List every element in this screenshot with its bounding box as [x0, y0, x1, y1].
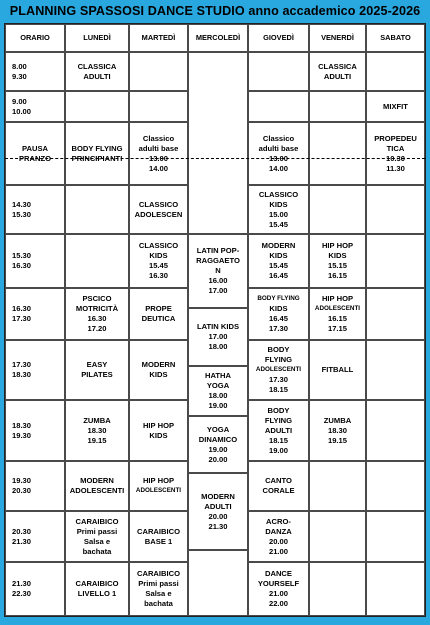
martedi-cell — [129, 340, 188, 400]
venerdi-cell — [309, 234, 366, 288]
sabato-cell — [366, 185, 425, 234]
martedi-cell-line: KIDS — [149, 251, 168, 260]
mercoledi-cell-line: 20.00 — [208, 511, 228, 521]
lunedi-cell-line: bachata — [82, 546, 112, 556]
lunedi-cell — [65, 91, 129, 122]
sabato-cell — [366, 234, 425, 288]
time-slot — [5, 234, 65, 288]
lunedi-cell-line: BODY FLYING — [71, 143, 123, 153]
lunedi-cell-line: PSCICO — [82, 294, 112, 303]
mercoledi-cell — [188, 366, 248, 416]
martedi-cell-line: Classico — [142, 133, 175, 143]
giovedi-cell-line: MODERN — [261, 241, 296, 250]
giovedi-cell-line: ADULTI — [264, 425, 293, 435]
header-0-line: ORARIO — [20, 33, 50, 42]
time-slot — [5, 340, 65, 400]
lunedi-cell-line: Primi passi — [76, 526, 118, 536]
lunedi-cell — [65, 234, 129, 288]
header-6-line: SABATO — [380, 33, 411, 42]
mercoledi-cell-line: 18.00 — [208, 391, 228, 400]
giovedi-cell-line: 20.00 — [268, 536, 288, 546]
giovedi-cell-line: 15.45 — [268, 261, 288, 270]
giovedi-cell-line: 13.00 — [268, 153, 288, 163]
venerdi-cell — [309, 288, 366, 340]
mercoledi-cell-line: 18.00 — [208, 342, 228, 351]
giovedi-cell-line: 15.00 — [268, 209, 288, 219]
giovedi-cell-line: CLASSICO — [258, 189, 299, 199]
giovedi-cell-line: 21.00 — [268, 546, 288, 556]
mercoledi-cell-line: MODERN — [201, 491, 235, 501]
time-slot-line: PAUSA — [21, 143, 49, 153]
sabato-cell — [366, 52, 425, 91]
giovedi-cell — [248, 400, 309, 461]
time-slot-line: 22.30 — [12, 589, 32, 598]
martedi-cell — [129, 122, 188, 185]
time-slot-line: 18.30 — [12, 420, 32, 430]
martedi-cell-line: bachata — [144, 599, 173, 608]
venerdi-cell-line: ADOLESCENTI — [314, 305, 361, 312]
time-slot-line: 21.30 — [12, 536, 32, 546]
venerdi-cell — [309, 91, 366, 122]
giovedi-cell — [248, 288, 309, 340]
sabato-cell-line: 11.30 — [386, 163, 405, 173]
mercoledi-cell-line: 17.00 — [208, 286, 228, 295]
martedi-cell-line: HIP HOP — [142, 476, 175, 485]
martedi-cell — [129, 461, 188, 511]
venerdi-cell-line: HIP HOP — [321, 241, 354, 250]
giovedi-cell-line: 18.15 — [268, 435, 288, 445]
giovedi-cell-line: FLYING — [264, 415, 293, 425]
venerdi-cell-line: 15.15 — [327, 261, 347, 270]
time-slot-line: PRANZO — [18, 153, 52, 163]
time-slot — [5, 122, 65, 185]
giovedi-cell-line: 16.45 — [268, 271, 288, 280]
sabato-cell — [366, 511, 425, 562]
mercoledi-cell — [188, 550, 248, 616]
giovedi-cell — [248, 122, 309, 185]
giovedi-cell-line: KIDS — [269, 199, 288, 209]
time-slot — [5, 562, 65, 616]
giovedi-cell-line: Classico — [262, 133, 295, 143]
time-slot-line: 16.30 — [12, 261, 32, 270]
martedi-cell-line: ADOLESCEN — [134, 209, 183, 219]
giovedi-cell — [248, 340, 309, 400]
time-slot-line: 20.30 — [12, 486, 32, 495]
venerdi-cell-line: HIP HOP — [321, 294, 354, 303]
lunedi-cell-line: 17.20 — [87, 324, 107, 333]
sabato-cell — [366, 91, 425, 122]
giovedi-cell-line: 17.30 — [268, 375, 288, 384]
mercoledi-cell — [188, 52, 248, 234]
venerdi-cell-line: 16.15 — [327, 271, 347, 280]
lunedi-cell — [65, 340, 129, 400]
mercoledi-cell — [188, 308, 248, 366]
giovedi-cell-line: ACRO- — [266, 516, 291, 526]
venerdi-cell — [309, 461, 366, 511]
giovedi-cell-line: CANTO — [265, 476, 292, 485]
lunedi-cell-line: Salsa e — [83, 536, 111, 546]
martedi-cell-line: KIDS — [149, 430, 168, 440]
martedi-cell — [129, 91, 188, 122]
venerdi-cell-line: CLASSICA — [318, 61, 357, 71]
giovedi-cell — [248, 52, 309, 91]
lunedi-cell — [65, 461, 129, 511]
sabato-cell-line: PROPEDEU — [374, 133, 417, 143]
giovedi-cell-line: KIDS — [269, 251, 288, 260]
schedule-table — [4, 23, 426, 617]
mercoledi-cell-line: LATIN POP- — [196, 246, 240, 255]
lunedi-cell-line: 16.30 — [87, 314, 107, 323]
mercoledi-cell — [188, 416, 248, 473]
header-5 — [309, 24, 366, 52]
mercoledi-cell-line: DINAMICO — [198, 434, 238, 444]
martedi-cell-line: PROPE — [145, 304, 172, 313]
time-slot-line: 21.30 — [12, 579, 32, 588]
sabato-cell-line: TICA — [386, 143, 405, 153]
lunedi-cell — [65, 400, 129, 461]
mercoledi-cell-line: 17.00 — [208, 332, 228, 341]
giovedi-cell-line: 16.45 — [268, 314, 288, 323]
lunedi-cell-line: EASY — [86, 360, 108, 369]
time-slot — [5, 185, 65, 234]
lunedi-cell — [65, 52, 129, 91]
time-slot — [5, 288, 65, 340]
mercoledi-cell-line: YOGA — [206, 424, 230, 434]
venerdi-cell-line: 18.30 — [327, 425, 347, 435]
lunedi-cell-line: CLASSICA — [77, 61, 117, 71]
time-slot-line: 17.30 — [12, 314, 32, 323]
venerdi-cell-line: FITBALL — [321, 365, 354, 374]
time-slot-line: 14.30 — [12, 199, 32, 209]
lunedi-cell-line: ADULTI — [83, 71, 111, 81]
venerdi-cell-line: 19.15 — [327, 435, 347, 445]
martedi-cell — [129, 52, 188, 91]
header-1 — [65, 24, 129, 52]
venerdi-cell — [309, 511, 366, 562]
martedi-cell-line: 14.00 — [148, 163, 168, 173]
lunedi-cell-line: ADOLESCENTI — [69, 486, 125, 495]
giovedi-cell-line: 19.00 — [268, 445, 288, 455]
venerdi-cell-line: 17.15 — [327, 324, 347, 333]
time-slot-line: 10.00 — [12, 106, 32, 116]
header-5-line: VENERDÌ — [321, 33, 354, 42]
venerdi-cell-line: 16.15 — [327, 314, 347, 323]
giovedi-cell — [248, 461, 309, 511]
sabato-cell-line: 10.30 — [385, 153, 405, 163]
time-slot-line: 19.30 — [12, 430, 32, 440]
time-slot-line: 9.30 — [12, 71, 27, 81]
lunedi-cell-line: PRINCIPIANTI — [71, 153, 123, 163]
martedi-cell — [129, 511, 188, 562]
header-3 — [188, 24, 248, 52]
lunedi-cell-line: CARAIBICO — [75, 579, 119, 588]
giovedi-cell — [248, 234, 309, 288]
lunedi-cell-line: MODERN — [80, 476, 114, 485]
time-slot-line: 9.00 — [12, 96, 27, 106]
mercoledi-cell-line: ADULTI — [204, 501, 232, 511]
giovedi-cell-line: 14.00 — [268, 163, 288, 173]
giovedi-cell — [248, 185, 309, 234]
martedi-cell-line: Salsa e — [145, 589, 172, 598]
martedi-cell-line: MODERN — [141, 360, 176, 369]
giovedi-cell-line: ADOLESCENTI — [255, 366, 302, 373]
time-slot — [5, 511, 65, 562]
mercoledi-cell-line: 19.00 — [208, 401, 228, 410]
martedi-cell-line: 13.00 — [148, 153, 168, 163]
time-slot-line: 16.30 — [12, 304, 32, 313]
venerdi-cell — [309, 185, 366, 234]
giovedi-cell-line: BODY FLYING — [257, 295, 300, 302]
time-slot — [5, 52, 65, 91]
martedi-cell-line: CLASSICO — [138, 241, 179, 250]
martedi-cell — [129, 288, 188, 340]
martedi-cell-line: Primi passi — [138, 579, 179, 588]
mercoledi-cell — [188, 234, 248, 308]
venerdi-cell — [309, 52, 366, 91]
time-slot-line: 15.30 — [12, 209, 32, 219]
martedi-cell — [129, 185, 188, 234]
martedi-cell-line: ADOLESCENTI — [135, 487, 182, 494]
venerdi-cell — [309, 400, 366, 461]
giovedi-cell-line: CORALE — [262, 486, 295, 495]
martedi-cell-line: 16.30 — [148, 271, 168, 280]
lunedi-cell — [65, 185, 129, 234]
header-0 — [5, 24, 65, 52]
martedi-cell-line: HIP HOP — [142, 420, 175, 430]
sabato-cell — [366, 461, 425, 511]
giovedi-cell — [248, 562, 309, 616]
martedi-cell-line: 15.45 — [148, 261, 168, 270]
martedi-cell-line: CLASSICO — [138, 199, 179, 209]
giovedi-cell-line: DANCE — [264, 569, 292, 578]
time-slot-line: 18.30 — [12, 370, 32, 379]
giovedi-cell-line: BODY — [267, 405, 290, 415]
time-slot-line: 20.30 — [12, 526, 32, 536]
header-6 — [366, 24, 425, 52]
time-slot-line: 17.30 — [12, 360, 32, 369]
sabato-cell — [366, 400, 425, 461]
header-4-line: GIOVEDÌ — [263, 33, 294, 42]
time-slot — [5, 461, 65, 511]
mercoledi-cell-line: LATIN KIDS — [196, 322, 240, 331]
sabato-cell — [366, 562, 425, 616]
header-1-line: LUNEDÌ — [83, 33, 111, 42]
giovedi-cell-line: FLYING — [264, 355, 293, 364]
venerdi-cell-line: KIDS — [328, 251, 347, 260]
giovedi-cell-line: 15.45 — [268, 219, 288, 229]
martedi-cell-line: adulti base — [138, 143, 179, 153]
martedi-cell — [129, 562, 188, 616]
giovedi-cell — [248, 511, 309, 562]
giovedi-cell-line: 18.15 — [268, 385, 288, 394]
time-slot — [5, 400, 65, 461]
lunedi-cell — [65, 122, 129, 185]
mercoledi-cell-line: N — [215, 266, 221, 275]
lunedi-cell-line: ZUMBA — [83, 415, 111, 425]
giovedi-cell-line: DANZA — [265, 526, 292, 536]
mercoledi-cell-line: 19.00 — [208, 444, 228, 454]
venerdi-cell — [309, 122, 366, 185]
lunedi-cell — [65, 562, 129, 616]
martedi-cell-line: CARAIBICO — [136, 569, 181, 578]
time-slot-line: 8.00 — [12, 61, 27, 71]
martedi-cell — [129, 400, 188, 461]
martedi-cell — [129, 234, 188, 288]
giovedi-cell-line: adulti base — [258, 143, 299, 153]
lunedi-cell-line: MOTRICITÀ — [75, 304, 119, 313]
header-2 — [129, 24, 188, 52]
giovedi-cell-line: 17.30 — [268, 324, 288, 333]
time-slot-line: 15.30 — [12, 251, 32, 260]
martedi-cell-line: CARAIBICO — [136, 526, 181, 536]
time-slot — [5, 91, 65, 122]
sabato-cell-line: MIXFIT — [383, 101, 408, 111]
giovedi-cell-line: 21.00 — [268, 589, 288, 598]
header-4 — [248, 24, 309, 52]
mercoledi-cell-line: 16.00 — [208, 276, 228, 285]
mercoledi-cell-line: YOGA — [206, 381, 230, 390]
dashed-divider — [5, 158, 425, 159]
lunedi-cell-line: LIVELLO 1 — [77, 589, 117, 598]
time-slot-line: 19.30 — [12, 476, 32, 485]
giovedi-cell-line: KIDS — [269, 304, 288, 313]
header-3-line: MERCOLEDÌ — [195, 33, 241, 42]
martedi-cell-line: BASE 1 — [144, 536, 173, 546]
martedi-cell-line: DEUTICA — [141, 314, 176, 323]
mercoledi-cell-line: RAGGAETO — [196, 256, 240, 265]
sabato-cell — [366, 122, 425, 185]
venerdi-cell — [309, 562, 366, 616]
mercoledi-cell-line: 21.30 — [208, 521, 228, 531]
lunedi-cell — [65, 511, 129, 562]
giovedi-cell-line: BODY — [267, 345, 290, 354]
venerdi-cell-line: ZUMBA — [323, 415, 352, 425]
lunedi-cell — [65, 288, 129, 340]
venerdi-cell-line: ADULTI — [323, 71, 352, 81]
sabato-cell — [366, 340, 425, 400]
venerdi-cell — [309, 340, 366, 400]
giovedi-cell-line: 22.00 — [268, 599, 288, 608]
giovedi-cell-line: YOURSELF — [257, 579, 300, 588]
mercoledi-cell-line: HATHA — [204, 371, 231, 380]
lunedi-cell-line: CARAIBICO — [75, 516, 119, 526]
mercoledi-cell-line: 20.00 — [208, 454, 228, 464]
lunedi-cell-line: 18.30 — [87, 425, 107, 435]
martedi-cell-line: KIDS — [149, 370, 168, 379]
header-2-line: MARTEDÌ — [141, 33, 176, 42]
lunedi-cell-line: 19.15 — [87, 435, 107, 445]
giovedi-cell — [248, 91, 309, 122]
page-title: PLANNING SPASSOSI DANCE STUDIO anno accademico 2025-2026 — [9, 4, 421, 18]
sabato-cell — [366, 288, 425, 340]
lunedi-cell-line: PILATES — [81, 370, 113, 379]
mercoledi-cell — [188, 473, 248, 550]
